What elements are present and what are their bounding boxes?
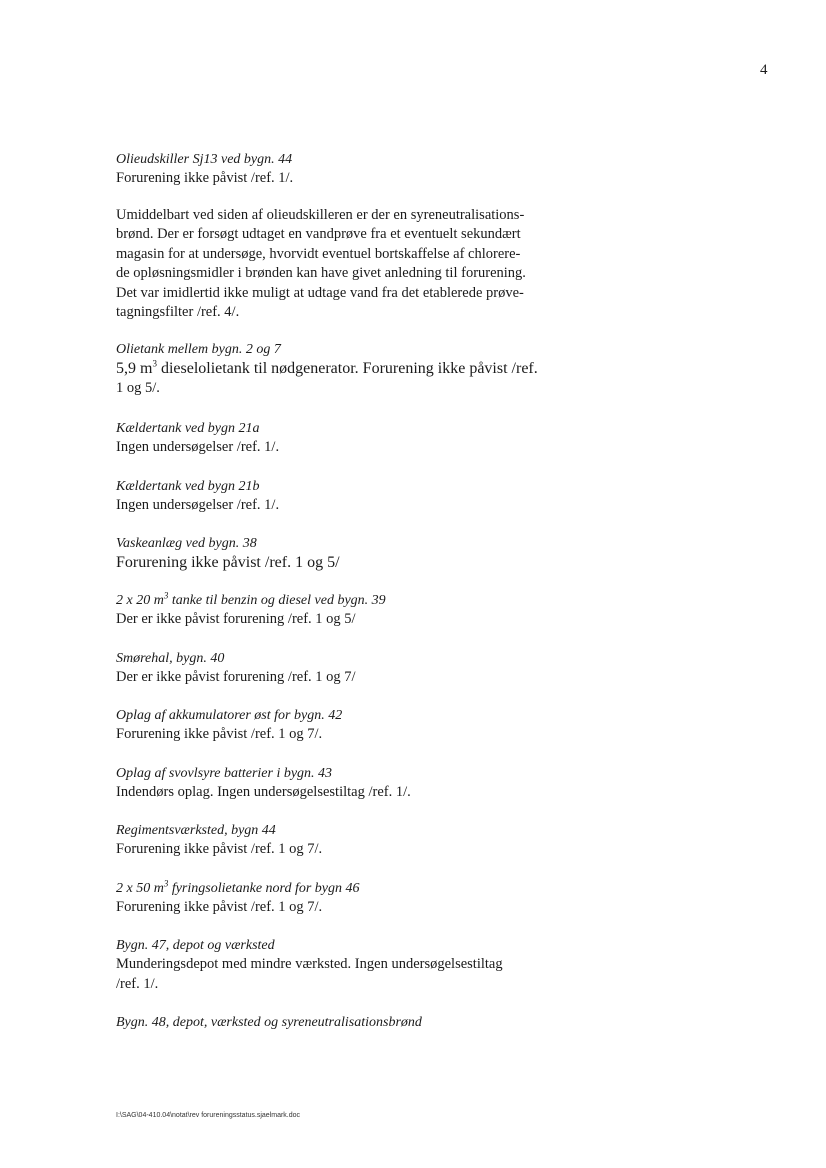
section-body: Indendørs oplag. Ingen undersøgelsestiltag /ref. 1/.	[116, 783, 411, 800]
heading-text: fyringsolietanke nord for bygn 46	[168, 880, 360, 896]
page-number: 4	[760, 62, 768, 78]
section-body	[116, 359, 596, 379]
section-akkumulatorer	[116, 706, 596, 745]
section-bygn-48	[116, 1013, 596, 1032]
section-heading: Kældertank ved bygn 21a	[116, 421, 260, 436]
section-body-line2: /ref. 1/.	[116, 975, 159, 992]
section-kaeldertank-21b	[116, 477, 596, 516]
section-olietank	[116, 340, 596, 399]
section-body: Forurening ikke påvist /ref. 1/.	[116, 170, 294, 186]
section-heading	[116, 879, 596, 898]
section-paragraph	[116, 206, 596, 323]
section-body: Forurening ikke påvist /ref. 1 og 7/.	[116, 841, 323, 857]
section-body: Munderingsdepot med mindre værksted. Ingen undersøgelsestiltag	[116, 956, 503, 972]
section-smoerehal	[116, 649, 596, 688]
section-bygn-47	[116, 936, 596, 994]
section-svovlsyre	[116, 764, 596, 803]
section-body: Forurening ikke påvist /ref. 1 og 7/.	[116, 726, 323, 742]
section-heading: Regimentsværksted, bygn 44	[116, 823, 276, 838]
section-heading: Vaskeanlæg ved bygn. 38	[116, 536, 257, 551]
heading-text: tanke til benzin og diesel ved bygn. 39	[168, 593, 386, 608]
section-tanke-benzin-diesel	[116, 591, 596, 630]
section-heading: Oplag af akkumulatorer øst for bygn. 42	[116, 708, 343, 723]
section-fyringsolietanke	[116, 879, 596, 918]
section-heading: Olieudskiller Sj13 ved bygn. 44	[116, 152, 293, 167]
section-olieudskiller	[116, 150, 596, 189]
section-body-line2: 1 og 5/.	[116, 379, 160, 396]
heading-text: 2 x 20 m	[116, 593, 164, 608]
section-heading: Smørehal, bygn. 40	[116, 650, 225, 666]
document-body	[116, 150, 596, 1032]
paragraph-line: de opløsningsmidler i brønden kan have givet anledning til forurening.	[116, 265, 526, 281]
body-text: dieselolietank til nødgenerator. Forurening ikke påvist /ref.	[156, 359, 538, 377]
section-body: Der er ikke påvist forurening /ref. 1 og 5/	[116, 611, 356, 627]
heading-text: 2 x 50 m	[116, 880, 164, 896]
superscript: 3	[163, 877, 169, 888]
section-regimentsvaerksted	[116, 821, 596, 860]
section-heading: Olietank mellem bygn. 2 og 7	[116, 341, 281, 357]
section-heading: Oplag af svovlsyre batterier i bygn. 43	[116, 765, 333, 781]
section-heading: Kældertank ved bygn 21b	[116, 478, 260, 494]
section-kaeldertank-21a	[116, 419, 596, 458]
paragraph-line: magasin for at undersøge, hvorvidt eventuel bortskaffelse af chlorere-	[116, 245, 521, 262]
section-heading	[116, 591, 596, 610]
section-heading: Bygn. 48, depot, værksted og syreneutralisationsbrønd	[116, 1015, 422, 1030]
paragraph-line: brønd. Der er forsøgt udtaget en vandprøve fra et eventuelt sekundært	[116, 226, 521, 242]
paragraph-line: Det var imidlertid ikke muligt at udtage vand fra det etablerede prøve-	[116, 284, 524, 301]
paragraph-line: tagningsfilter /ref. 4/.	[116, 304, 240, 320]
superscript: 3	[152, 358, 157, 369]
section-vaskeanlaeg	[116, 534, 596, 573]
section-body: Ingen undersøgelser /ref. 1/.	[116, 496, 280, 513]
section-body: Der er ikke påvist forurening /ref. 1 og 7/	[116, 668, 356, 685]
section-heading: Bygn. 47, depot og værksted	[116, 938, 275, 953]
section-body: Forurening ikke påvist /ref. 1 og 5/	[116, 554, 340, 571]
section-body: Forurening ikke påvist /ref. 1 og 7/.	[116, 898, 323, 915]
body-text: 5,9 m	[116, 359, 153, 377]
superscript: 3	[163, 590, 169, 601]
footer-filepath: I:\SAG\04-410.04\notat\rev forureningsstatus.sjaelmark.doc	[116, 1112, 301, 1119]
section-body: Ingen undersøgelser /ref. 1/.	[116, 439, 280, 455]
paragraph-line: Umiddelbart ved siden af olieudskilleren er der en syreneutralisations-	[116, 206, 525, 223]
